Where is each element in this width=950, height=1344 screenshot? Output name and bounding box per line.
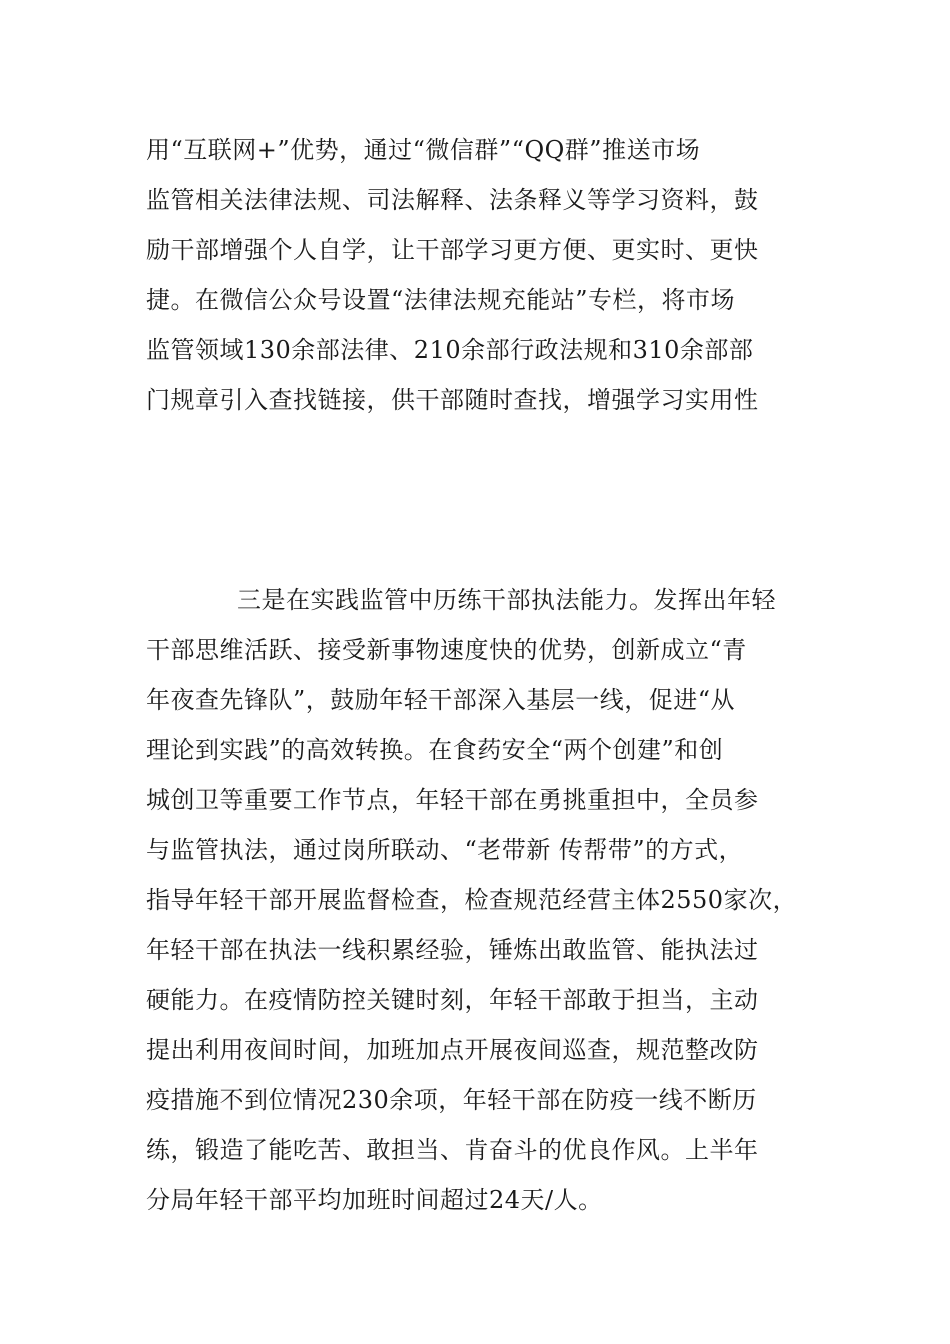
text-line: 用“互联网+”优势，通过“微信群”“QQ群”推送市场 [146,136,701,164]
text-line: 监管领域130余部法律、210余部行政法规和310余部部 [146,336,754,364]
text-line: 干部思维活跃、接受新事物速度快的优势，创新成立“青 [146,636,747,664]
text-line: 硬能力。在疫情防控关键时刻，年轻干部敢于担当，主动 [146,986,759,1014]
text-line: 练，锻造了能吃苦、敢担当、肯奋斗的优良作风。上半年 [146,1136,759,1164]
paragraph-study-resources [146,125,846,425]
text-line: 与监管执法，通过岗所联动、“老带新 传帮带”的方式， [146,836,744,864]
text-line: 门规章引入查找链接，供干部随时查找，增强学习实用性 [146,386,759,414]
text-line: 年轻干部在执法一线积累经验，锤炼出敢监管、能执法过 [146,936,759,964]
text-line: 城创卫等重要工作节点，年轻干部在勇挑重担中，全员参 [146,786,759,814]
text-line-indented: 三是在实践监管中历练干部执法能力。发挥出年轻 [237,586,776,614]
text-line: 捷。在微信公众号设置“法律法规充能站”专栏，将市场 [146,286,736,314]
text-line: 提出利用夜间时间，加班加点开展夜间巡查，规范整改防 [146,1036,759,1064]
text-line: 励干部增强个人自学，让干部学习更方便、更实时、更快 [146,236,759,264]
paragraph-practice-training [146,575,846,1225]
text-line: 指导年轻干部开展监督检查，检查规范经营主体2550家次， [146,886,798,914]
text-line: 疫措施不到位情况230余项，年轻干部在防疫一线不断历 [146,1086,757,1114]
text-line: 监管相关法律法规、司法解释、法条释义等学习资料，鼓 [146,186,759,214]
text-line: 理论到实践”的高效转换。在食药安全“两个创建”和创 [146,736,724,764]
text-line: 分局年轻干部平均加班时间超过24天/人。 [146,1186,603,1214]
text-line: 年夜查先锋队”，鼓励年轻干部深入基层一线，促进“从 [146,686,736,714]
